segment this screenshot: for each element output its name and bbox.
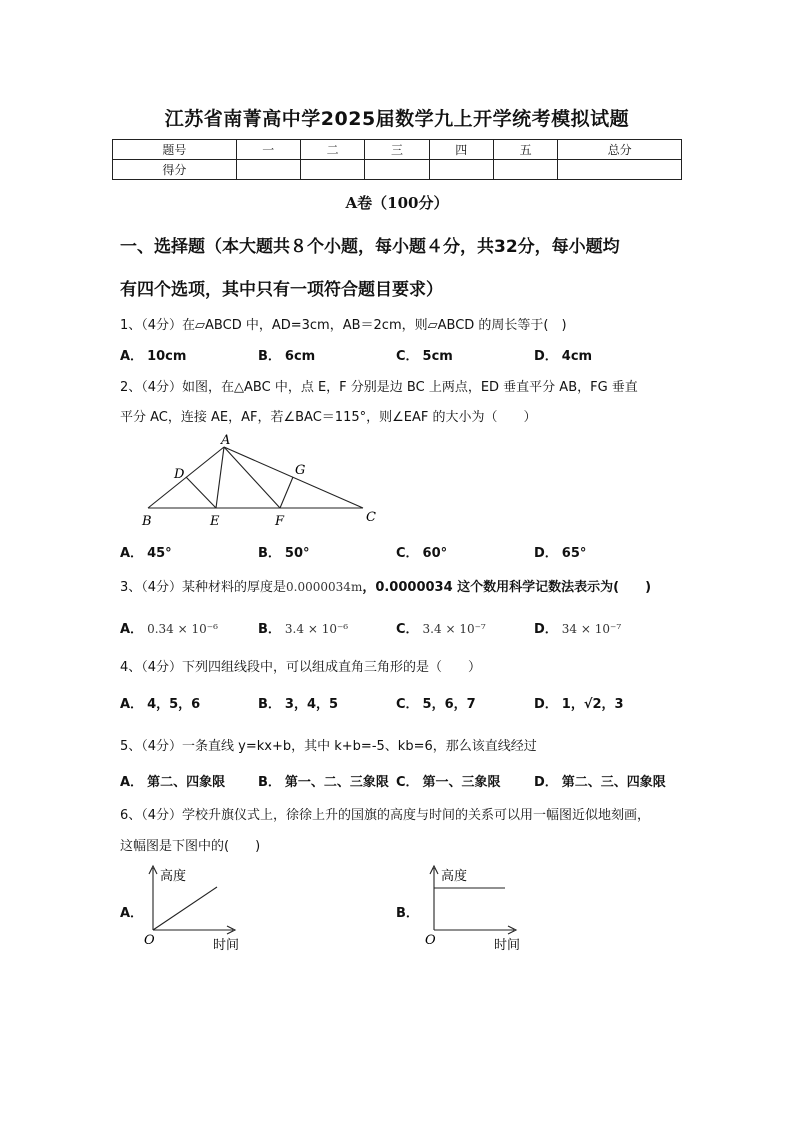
segment-ae [216, 447, 224, 508]
score-cell: 一 [236, 140, 300, 160]
graph-b-xlabel: 时间 [494, 938, 521, 953]
option-label: D． [534, 349, 558, 364]
question-2-option-c [396, 542, 447, 561]
option-value: 4cm [561, 349, 593, 364]
question-5-option-a [120, 771, 225, 790]
question-1-option-d [534, 345, 592, 364]
question-2-option-b [258, 542, 310, 561]
question-4-option-c [396, 693, 476, 712]
score-cell: 题号 [113, 140, 237, 160]
segment-fg [280, 477, 293, 508]
option-label: A． [120, 622, 144, 637]
score-entry-cell [365, 160, 429, 180]
section-heading-line1: 一、选择题（本大题共８个小题，每小题４分，共32分，每小题均 [120, 237, 620, 257]
score-entry-cell [493, 160, 557, 180]
question-5-option-c [396, 771, 501, 790]
option-value: 第一、三象限 [422, 775, 501, 790]
question-1-text: 1、（4分）在▱ABCD 中，AD=3cm，AB＝2cm，则▱ABCD 的周长等于( ) [120, 318, 567, 333]
question-3-option-a [120, 618, 218, 637]
graph-b-origin: O [425, 933, 436, 948]
question-1-option-c [396, 345, 453, 364]
option-value: 60° [422, 546, 448, 561]
point-label-g: G [295, 463, 306, 478]
segment-ed [186, 477, 216, 508]
graph-b [421, 860, 541, 955]
option-value: 第二、三、四象限 [561, 775, 666, 790]
question-6-text-line1: 6、（4分）学校升旗仪式上，徐徐上升的国旗的高度与时间的关系可以用一幅图近似地刻画， [120, 808, 651, 823]
option-value: 0.34 × 10⁻⁶ [147, 622, 218, 636]
option-label: B． [258, 349, 281, 364]
option-label: A． [120, 546, 144, 561]
graph-a-origin: O [144, 933, 155, 948]
option-label: B． [258, 775, 281, 790]
option-label: A． [120, 697, 144, 712]
question-3-text-pre: 3、（4分）某种材料的厚度是 [120, 580, 287, 595]
graph-a [140, 860, 260, 955]
question-6-option-b-label: B． [396, 906, 419, 921]
question-2-option-a [120, 542, 172, 561]
question-4-option-a [120, 693, 200, 712]
question-3-option-d [534, 618, 621, 637]
option-label: C． [396, 546, 419, 561]
question-3-text [120, 576, 680, 595]
option-label: B． [258, 697, 281, 712]
point-label-e: E [210, 514, 220, 529]
option-label: A． [120, 349, 144, 364]
score-entry-cell [236, 160, 300, 180]
score-table-score-row [113, 160, 682, 180]
option-label: D． [534, 622, 558, 637]
score-cell: 总分 [558, 140, 682, 160]
score-table-header-row [113, 140, 682, 160]
question-4-text: 4、（4分）下列四组线段中，可以组成直角三角形的是（ ） [120, 660, 482, 675]
option-label: C． [396, 622, 419, 637]
question-3-option-b [258, 618, 348, 637]
segment-af [224, 447, 280, 508]
option-label: B． [258, 622, 281, 637]
option-value: 5cm [422, 349, 453, 364]
score-entry-cell [300, 160, 364, 180]
option-value: 3.4 × 10⁻⁶ [284, 622, 349, 636]
section-heading-line2: 有四个选项，其中只有一项符合题目要求） [120, 280, 443, 300]
option-value: 第一、二、三象限 [284, 775, 389, 790]
option-value: 34 × 10⁻⁷ [561, 622, 622, 636]
option-label: C． [396, 349, 419, 364]
score-cell: 四 [429, 140, 493, 160]
question-6-text-line2: 这幅图是下图中的( ) [120, 839, 261, 854]
section-a-title: A卷（100分） [345, 194, 449, 212]
question-5-option-d [534, 771, 666, 790]
question-5-option-b [258, 771, 389, 790]
option-value: 6cm [284, 349, 316, 364]
option-value: 3.4 × 10⁻⁷ [422, 622, 486, 636]
point-label-c: C [366, 510, 376, 525]
option-value: 50° [284, 546, 310, 561]
score-entry-cell [558, 160, 682, 180]
triangle-figure [130, 430, 390, 530]
point-label-a: A [221, 433, 231, 448]
option-label: D． [534, 697, 558, 712]
score-cell: 五 [493, 140, 557, 160]
point-label-f: F [275, 514, 285, 529]
exam-title: 江苏省南菁高中学2025届数学九上开学统考模拟试题 [164, 108, 630, 130]
option-value: 第二、四象限 [147, 775, 226, 790]
option-label: C． [396, 697, 419, 712]
score-cell: 得分 [113, 160, 237, 180]
question-3-option-c [396, 618, 486, 637]
question-2-text-line2: 平分 AC，连接 AE，AF，若∠BAC＝115°，则∠EAF 的大小为（ ） [120, 410, 537, 425]
question-6-option-a-label: A． [120, 906, 144, 921]
option-value: 3，4，5 [284, 697, 339, 712]
option-label: D． [534, 546, 558, 561]
option-value: 45° [147, 546, 172, 561]
option-value: 10cm [147, 349, 187, 364]
graph-a-xlabel: 时间 [213, 938, 240, 953]
question-3-text-post: ，0.0000034 这个数用科学记数法表示为( ) [362, 580, 652, 595]
score-cell: 三 [365, 140, 429, 160]
option-value: 65° [561, 546, 587, 561]
option-label: A． [120, 775, 144, 790]
question-2-text-line1: 2、（4分）如图，在△ABC 中，点 E，F 分别是边 BC 上两点，ED 垂直平分 AB，FG 垂直 [120, 380, 638, 395]
score-table [112, 139, 682, 180]
question-5-text: 5、（4分）一条直线 y=kx+b，其中 k+b=-5、kb=6，那么该直线经过 [120, 739, 537, 754]
option-label: B． [258, 546, 281, 561]
option-value: 1，√2，3 [561, 697, 624, 712]
point-label-d: D [174, 467, 185, 482]
question-2-option-d [534, 542, 586, 561]
question-4-option-b [258, 693, 338, 712]
question-4-option-d [534, 693, 624, 712]
segment-ac [224, 447, 363, 508]
option-label: C． [396, 775, 419, 790]
point-label-b: B [142, 514, 152, 529]
graph-a-line [153, 887, 217, 930]
question-1-option-b [258, 345, 315, 364]
option-label: D． [534, 775, 558, 790]
score-entry-cell [429, 160, 493, 180]
option-value: 5，6，7 [422, 697, 476, 712]
option-value: 4，5，6 [147, 697, 201, 712]
graph-a-ylabel: 高度 [160, 869, 187, 884]
question-3-math: 0.0000034m [286, 580, 363, 594]
score-cell: 二 [300, 140, 364, 160]
question-1-option-a [120, 345, 186, 364]
graph-b-ylabel: 高度 [441, 869, 468, 884]
